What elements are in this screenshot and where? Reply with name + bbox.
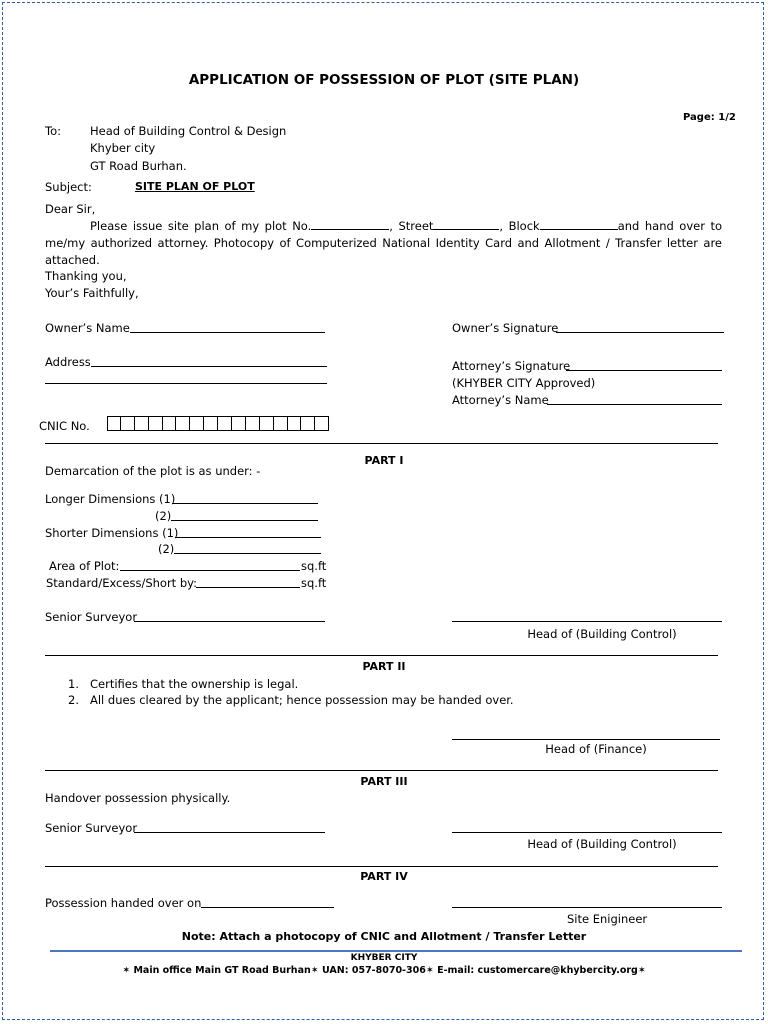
footer-rule xyxy=(50,950,742,952)
shorter-dimension-2-field[interactable] xyxy=(174,553,321,554)
section-divider xyxy=(45,866,718,867)
standard-excess-field[interactable] xyxy=(196,587,300,588)
letter-block: , Block xyxy=(499,219,540,233)
senior-surveyor-label-2: Senior Surveyor xyxy=(45,821,138,835)
area-field[interactable] xyxy=(120,570,300,571)
owner-name-label: Owner’s Name xyxy=(45,321,130,335)
area-label: Area of Plot: xyxy=(49,559,120,573)
part-1-heading: PART I xyxy=(364,454,404,467)
cnic-digit-box[interactable] xyxy=(190,416,204,431)
item-2-number: 2. xyxy=(68,693,79,707)
attorney-signature-label: Attorney’s Signature xyxy=(452,359,571,373)
item-2-text: All dues cleared by the applicant; hence possession may be handed over. xyxy=(90,693,514,707)
section-divider xyxy=(45,655,718,656)
owner-signature-field[interactable] xyxy=(556,332,724,333)
senior-surveyor-field[interactable] xyxy=(134,621,325,622)
cnic-label: CNIC No. xyxy=(39,419,90,433)
address-field-1[interactable] xyxy=(91,366,327,367)
owner-signature-label: Owner’s Signature xyxy=(452,321,559,335)
part-2-heading: PART II xyxy=(362,660,406,673)
owner-name-field[interactable] xyxy=(130,332,325,333)
cnic-digit-box[interactable] xyxy=(246,416,260,431)
longer-dimension-2-label: (2) xyxy=(155,509,172,523)
cnic-digit-box[interactable] xyxy=(163,416,177,431)
cnic-digit-box[interactable] xyxy=(204,416,218,431)
cnic-digit-box[interactable] xyxy=(135,416,149,431)
handover-text: Handover possession physically. xyxy=(45,791,231,805)
senior-surveyor-field-2[interactable] xyxy=(134,832,325,833)
shorter-dimension-2-label: (2) xyxy=(158,542,175,556)
site-engineer-field[interactable] xyxy=(452,907,722,908)
head-building-control-field[interactable] xyxy=(452,621,722,622)
cnic-digit-box[interactable] xyxy=(301,416,315,431)
demarcation-text: Demarcation of the plot is as under: - xyxy=(45,464,261,478)
longer-dimension-1-field[interactable] xyxy=(172,503,318,504)
head-building-control-label-2: Head of (Building Control) xyxy=(527,837,677,851)
attorney-name-field[interactable] xyxy=(547,404,722,405)
head-finance-label: Head of (Finance) xyxy=(545,742,647,756)
thanking: Thanking you, xyxy=(45,269,127,283)
to-line-3: GT Road Burhan. xyxy=(90,159,187,173)
section-divider xyxy=(45,770,718,771)
head-finance-field[interactable] xyxy=(452,739,720,740)
cnic-digit-box[interactable] xyxy=(218,416,232,431)
attorney-signature-field[interactable] xyxy=(566,370,722,371)
part-4-heading: PART IV xyxy=(360,870,408,883)
part-3-heading: PART III xyxy=(360,775,408,788)
letter-body-end: and hand over to me/my authorized attorney. Photocopy of Computerized National Identity Card and Allotment / Transfer letter are attached. xyxy=(45,219,722,267)
longer-dimension-2-field[interactable] xyxy=(171,520,318,521)
to-label: To: xyxy=(45,124,61,138)
cnic-digit-box[interactable] xyxy=(232,416,246,431)
item-1-number: 1. xyxy=(68,677,79,691)
longer-dimension-label: Longer Dimensions (1) xyxy=(45,492,176,506)
to-line-1: Head of Building Control & Design xyxy=(90,124,287,138)
standard-excess-label: Standard/Excess/Short by: xyxy=(46,576,197,590)
letter-body xyxy=(45,218,722,269)
page-number: Page: 1/2 xyxy=(683,112,736,123)
cnic-digit-box[interactable] xyxy=(107,416,121,431)
standard-excess-unit: sq.ft xyxy=(301,576,327,590)
plot-no-field[interactable] xyxy=(311,218,389,230)
block-field[interactable] xyxy=(540,218,618,230)
cnic-digit-box[interactable] xyxy=(260,416,274,431)
letter-street: , Street xyxy=(389,219,434,233)
possession-date-field[interactable] xyxy=(201,907,334,908)
head-building-control-label: Head of (Building Control) xyxy=(527,627,677,641)
document-title: APPLICATION OF POSSESSION OF PLOT (SITE PLAN) xyxy=(188,72,580,88)
footer-contact: ✶ Main office Main GT Road Burhan✶ UAN: 057-8070-306✶ E-mail: customercare@khybercity.org✶ xyxy=(122,965,646,976)
cnic-input-boxes[interactable] xyxy=(107,416,329,431)
street-field[interactable] xyxy=(433,218,499,230)
footer-org: KHYBER CITY xyxy=(350,953,418,963)
senior-surveyor-label: Senior Surveyor xyxy=(45,610,138,624)
closing: Your’s Faithfully, xyxy=(45,286,139,300)
shorter-dimension-1-field[interactable] xyxy=(175,537,321,538)
section-divider xyxy=(45,443,718,444)
attorney-name-label: Attorney’s Name xyxy=(452,393,549,407)
attachment-note: Note: Attach a photocopy of CNIC and Allotment / Transfer Letter xyxy=(181,930,587,943)
address-field-2[interactable] xyxy=(45,383,327,384)
site-engineer-label: Site Enigineer xyxy=(567,912,648,926)
address-label: Address xyxy=(45,355,91,369)
khyber-approved-note: (KHYBER CITY Approved) xyxy=(452,376,596,390)
cnic-digit-box[interactable] xyxy=(274,416,288,431)
shorter-dimension-label: Shorter Dimensions (1) xyxy=(45,526,179,540)
letter-body-start: Please issue site plan of my plot No. xyxy=(90,219,312,233)
item-1-text: Certifies that the ownership is legal. xyxy=(90,677,299,691)
cnic-digit-box[interactable] xyxy=(121,416,135,431)
cnic-digit-box[interactable] xyxy=(149,416,163,431)
to-line-2: Khyber city xyxy=(90,141,156,155)
subject-label: Subject: xyxy=(45,180,92,194)
subject-value: SITE PLAN OF PLOT xyxy=(135,180,255,193)
cnic-digit-box[interactable] xyxy=(288,416,302,431)
possession-handed-label: Possession handed over on xyxy=(45,896,202,910)
head-building-control-field-2[interactable] xyxy=(452,832,722,833)
cnic-digit-box[interactable] xyxy=(176,416,190,431)
salutation: Dear Sir, xyxy=(45,202,96,216)
cnic-digit-box[interactable] xyxy=(315,416,329,431)
area-unit: sq.ft xyxy=(301,559,327,573)
